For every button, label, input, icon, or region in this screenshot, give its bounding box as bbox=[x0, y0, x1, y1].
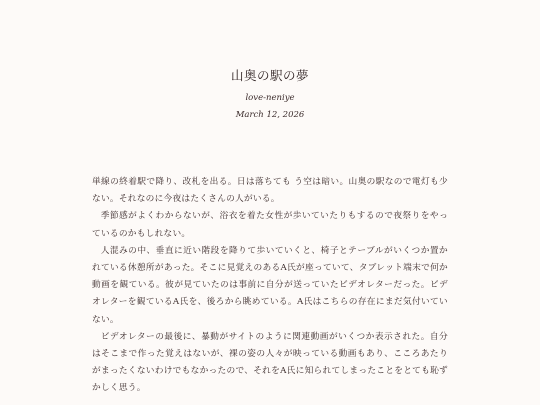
paragraph: 人混みの中、垂直に近い階段を降りて歩いていくと、椅子とテーブルがいくつか置かれている休憩所があった。そこに見覚えのあるA氏が座っていて、タブレット端末で何か動画を観ている。彼が見ていたのは事前に自分が送っていたビデオレターだった。ビデオレターを観ているA氏を、後ろから眺めている。A氏はこちらの存在にまだ気付いていない。 bbox=[92, 245, 448, 325]
paragraph: ビデオレターの最後に、暴動がサイトのように関連動画がいくつか表示された。自分はそこまで作った覚えはないが、裸の姿の人々が映っている動画もあり、こころあたりがまったくないわけでもなかったので、それをA氏に知られてしまったことをとても恥ずかしく思う。 bbox=[92, 331, 448, 394]
page-title: 山奥の駅の夢 bbox=[230, 68, 309, 83]
article-body bbox=[92, 174, 448, 398]
author-name: love-neniye bbox=[245, 93, 295, 103]
publish-date: March 12, 2026 bbox=[235, 110, 305, 120]
paragraph: 季節感がよくわからないが、浴衣を着た女性が歩いていたりもするので夜祭りをやっているのかもしれない。 bbox=[92, 211, 448, 239]
paragraph: 単線の終着駅で降り、改札を出る。日は落ちても う空は暗い。山奥の駅なので電灯も少ない。それなのに今夜はたくさんの人がいる。 bbox=[92, 177, 448, 205]
